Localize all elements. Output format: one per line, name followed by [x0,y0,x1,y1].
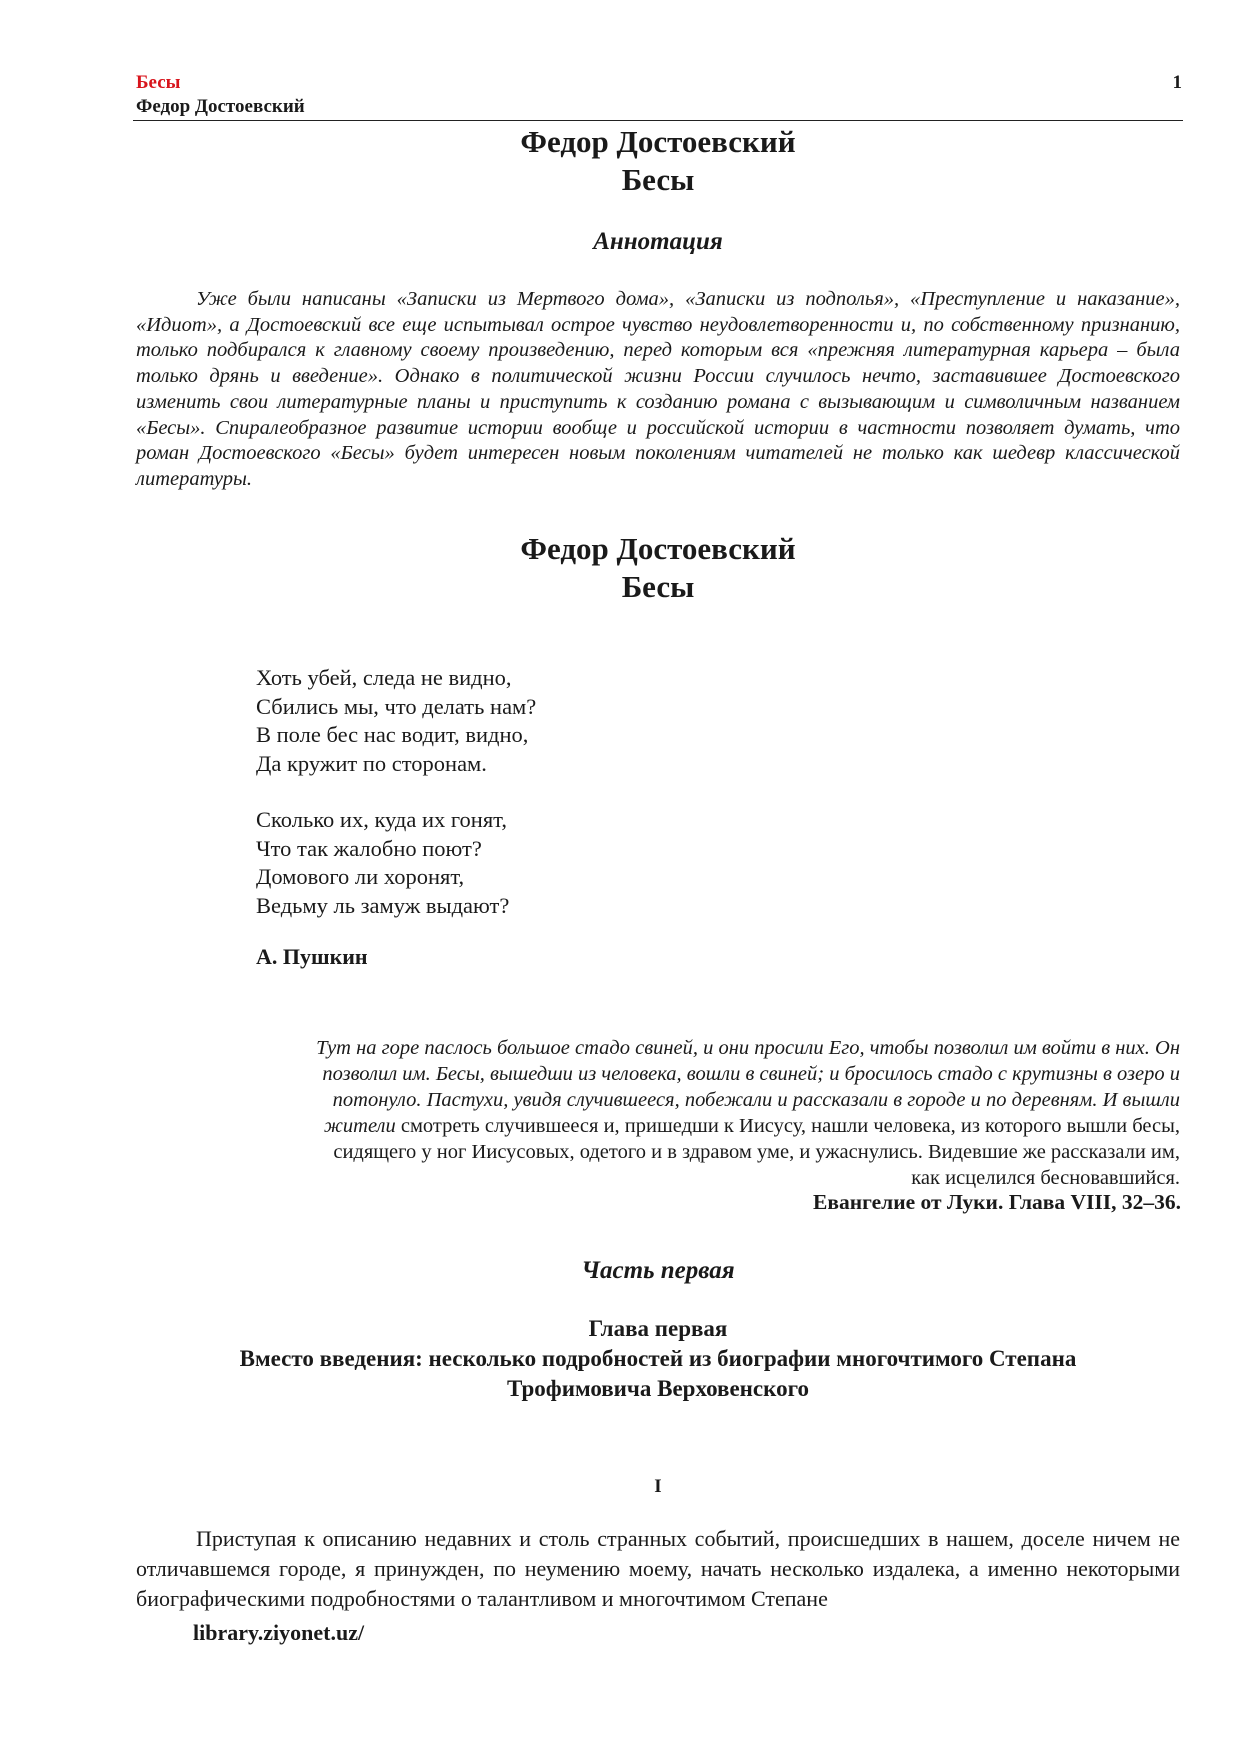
epigraph-line: сидящего у ног Иисусовых, одетого и в здравом уме, и ужаснулись. Видевшие же рассказали им, [333,1141,1180,1163]
title-author-2: Федор Достоевский [520,531,796,566]
epigraph-line [160,1113,1180,1139]
section-number: I [654,1476,662,1497]
epigraph-line: как исцелился бесновавшийся. [911,1167,1180,1189]
header-author: Федор Достоевский [136,96,305,117]
poem-line: Да кружит по сторонам. [256,750,487,776]
annotation-text: Уже были написаны «Записки из Мертвого дома», «Записки из подполья», «Преступление и наказание», «Идиот», а Достоевский все еще испытывал острое чувство неудовлетворенности и, по собственному признанию, только подбирался к главному своему произведению, перед которым вся «прежняя литературная карьера – была только дрянь и введение». Однако в политической жизни России случилось нечто, заставившее Достоевского изменить свои литературные планы и приступить к созданию романа с вызывающим и символичным названием «Бесы». Спиралеобразное развитие истории вообще и российской истории в частности позволяет думать, что роман Достоевского «Бесы» будет интересен новым поколениям читателей не только как шедевр классической литературы. [136,288,1180,490]
epigraph-line-rest: смотреть случившееся и, пришедши к Иисусу, нашли человека, из которого вышли бесы, [395,1115,1180,1137]
poem-line: Хоть убей, следа не видно, [256,665,512,690]
chapter-number: Глава первая [588,1316,728,1341]
title-book-2: Бесы [621,569,695,604]
title-author: Федор Достоевский [520,124,796,159]
poem-stanza-1 [256,664,536,778]
header-divider [133,120,1183,121]
footer-link[interactable]: library.ziyonet.uz/ [193,1620,365,1645]
poem-line: Домового ли хоронят, [256,864,465,889]
epigraph-line: потонуло. Пастухи, увидя случившееся, побежали и рассказали в городе и по деревням. И вышли [332,1089,1180,1111]
poem-line: Сбились мы, что делать нам? [256,693,537,719]
poem-stanza-2 [256,806,509,920]
annotation-heading: Аннотация [593,228,723,255]
page-number: 1 [1172,72,1182,93]
poem-line: Сколько их, куда их гонят, [256,807,507,832]
chapter-title-line: Вместо введения: несколько подробностей из биографии многочтимого Степана [239,1346,1077,1371]
title-block-1 [133,123,1183,199]
title-book: Бесы [621,162,695,197]
poem-line: Ведьму ль замуж выдают? [256,892,510,918]
epigraph-line: позволил им. Бесы, вышедши из человека, вошли в свиней; и бросилось стадо с крутизны в озеро и [322,1063,1180,1085]
title-block-2 [133,530,1183,606]
poem-author: А. Пушкин [256,944,368,969]
chapter-heading [133,1314,1183,1404]
poem-line: В поле бес нас водит, видно, [256,722,529,747]
header-book-title: Бесы [136,72,181,93]
chapter-title-line: Трофимовича Верховенского [507,1376,809,1401]
part-heading: Часть первая [581,1257,735,1284]
epigraph-source: Евангелие от Луки. Глава VIII, 32–36. [813,1190,1181,1214]
poem-line: Что так жалобно поют? [256,835,482,861]
epigraph [160,1035,1180,1191]
body-paragraph: Приступая к описанию недавних и столь странных событий, происшедших в нашем, доселе ничем не отличавшемся городе, я принужден, по неумению моему, начать несколько издалека, а именно некоторыми биографическими подробностями о талантливом и многочтимом Степане [136,1526,1180,1611]
epigraph-line: Тут на горе паслось большое стадо свиней, и они просили Его, чтобы позволил им войти в них. Он [316,1037,1180,1059]
epigraph-italic-word: жители [323,1115,396,1137]
